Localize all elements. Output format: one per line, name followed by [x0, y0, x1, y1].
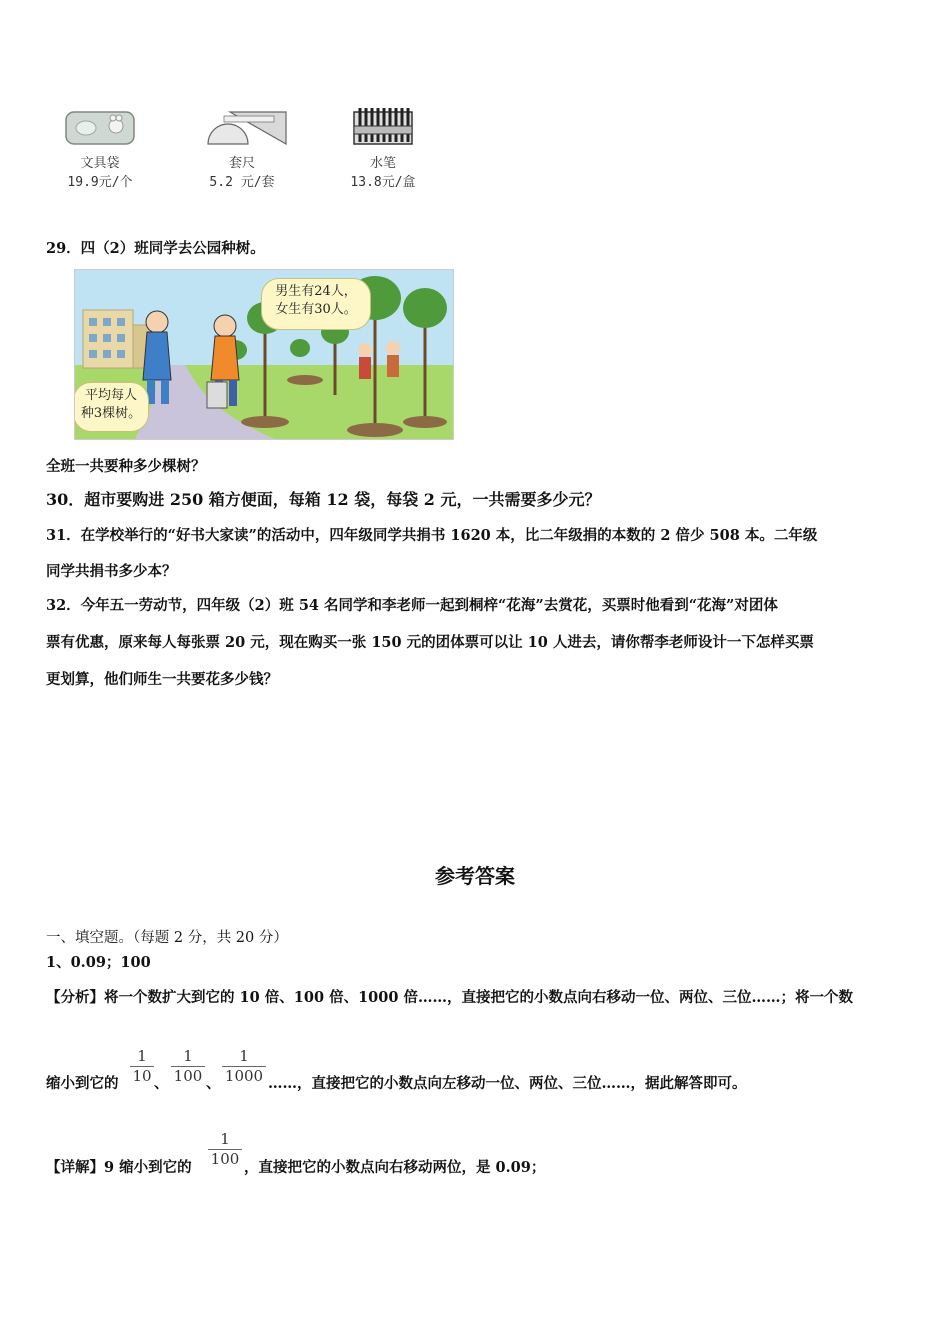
- product-price: 19.9元/个: [67, 175, 133, 190]
- q32-line1: 32．今年五一劳动节，四年级（2）班 54 名同学和李老师一起到桐梓“花海”去赏花，买票时他看到“花海”对团体: [46, 597, 778, 614]
- fraction-detail-one-hundredth: [208, 1130, 242, 1168]
- q30-text: 30．超市要购进 250 箱方便面，每箱 12 袋，每袋 2 元，一共需要多少元？: [46, 490, 601, 509]
- pencil-case-icon: [64, 108, 136, 148]
- fraction-denominator: 10: [132, 1067, 152, 1085]
- fraction-numerator: 1: [137, 1047, 147, 1065]
- product-pencil-case: [50, 108, 150, 190]
- fraction-separator: 、: [206, 1075, 221, 1092]
- q29-question: 全班一共要种多少棵树？: [46, 458, 206, 475]
- bubble-boys-text: 男生有24人，: [275, 284, 357, 299]
- product-pen-box: [333, 106, 433, 190]
- product-name: 套尺: [228, 156, 255, 171]
- fraction-numerator: 1: [183, 1047, 193, 1065]
- bubble-girls-text: 女生有30人。: [275, 302, 357, 317]
- product-price: 5.2 元/套: [209, 175, 275, 190]
- product-ruler-set: [192, 108, 292, 190]
- tree-planting-illustration: [74, 269, 454, 440]
- speech-bubble-trees-per-person: [74, 382, 149, 432]
- pen-box-icon: [348, 106, 418, 148]
- bubble-three-trees-text: 种3棵树。: [80, 406, 142, 421]
- speech-bubble-student-count: [261, 278, 371, 330]
- product-price: 13.8元/盒: [350, 175, 416, 190]
- q32-line2: 票有优惠，原来每人每张票 20 元，现在购买一张 150 元的团体票可以让 10 人进去，请你帮李老师设计一下怎样买票: [46, 634, 814, 651]
- fraction-one-thousandth: [222, 1047, 266, 1085]
- detail-suffix: ，直接把它的小数点向右移动两位，是 0.09；: [244, 1159, 546, 1176]
- bubble-average-text: 平均每人: [84, 388, 137, 403]
- analysis-shrink-prefix: 缩小到它的: [46, 1075, 119, 1092]
- fraction-one-tenth: [130, 1047, 154, 1085]
- answer-analysis: 【分析】将一个数扩大到它的 10 倍、100 倍、1000 倍……，直接把它的小数点向右移动一位、两位、三位……；将一个数: [46, 989, 853, 1006]
- ruler-set-icon: [194, 108, 290, 148]
- analysis-shrink-suffix: ……，直接把它的小数点向左移动一位、两位、三位……，据此解答即可。: [268, 1075, 747, 1092]
- product-name: 水笔: [369, 156, 396, 171]
- fraction-denominator: 100: [210, 1150, 240, 1168]
- fraction-numerator: 1: [239, 1047, 249, 1065]
- q31-line1: 31．在学校举行的“好书大家读”的活动中，四年级同学共捐书 1620 本，比二年级捐的本数的 2 倍少 508 本。二年级: [46, 527, 818, 544]
- fraction-separator: 、: [154, 1075, 169, 1092]
- q29-title: 29．四（2）班同学去公园种树。: [46, 240, 265, 257]
- answer-1: 1、0.09；100: [46, 954, 151, 971]
- product-name: 文具袋: [80, 156, 120, 171]
- q32-line3: 更划算，他们师生一共要花多少钱？: [46, 671, 278, 688]
- q31-line2: 同学共捐书多少本？: [46, 563, 177, 580]
- answers-section-title: 一、填空题。（每题 2 分，共 20 分）: [46, 930, 288, 946]
- answers-heading: 参考答案: [435, 864, 515, 888]
- fraction-denominator: 100: [173, 1067, 203, 1085]
- detail-prefix: 【详解】9 缩小到它的: [46, 1159, 192, 1176]
- fraction-numerator: 1: [220, 1130, 230, 1148]
- fraction-denominator: 1000: [224, 1067, 264, 1085]
- fraction-one-hundredth: [171, 1047, 205, 1085]
